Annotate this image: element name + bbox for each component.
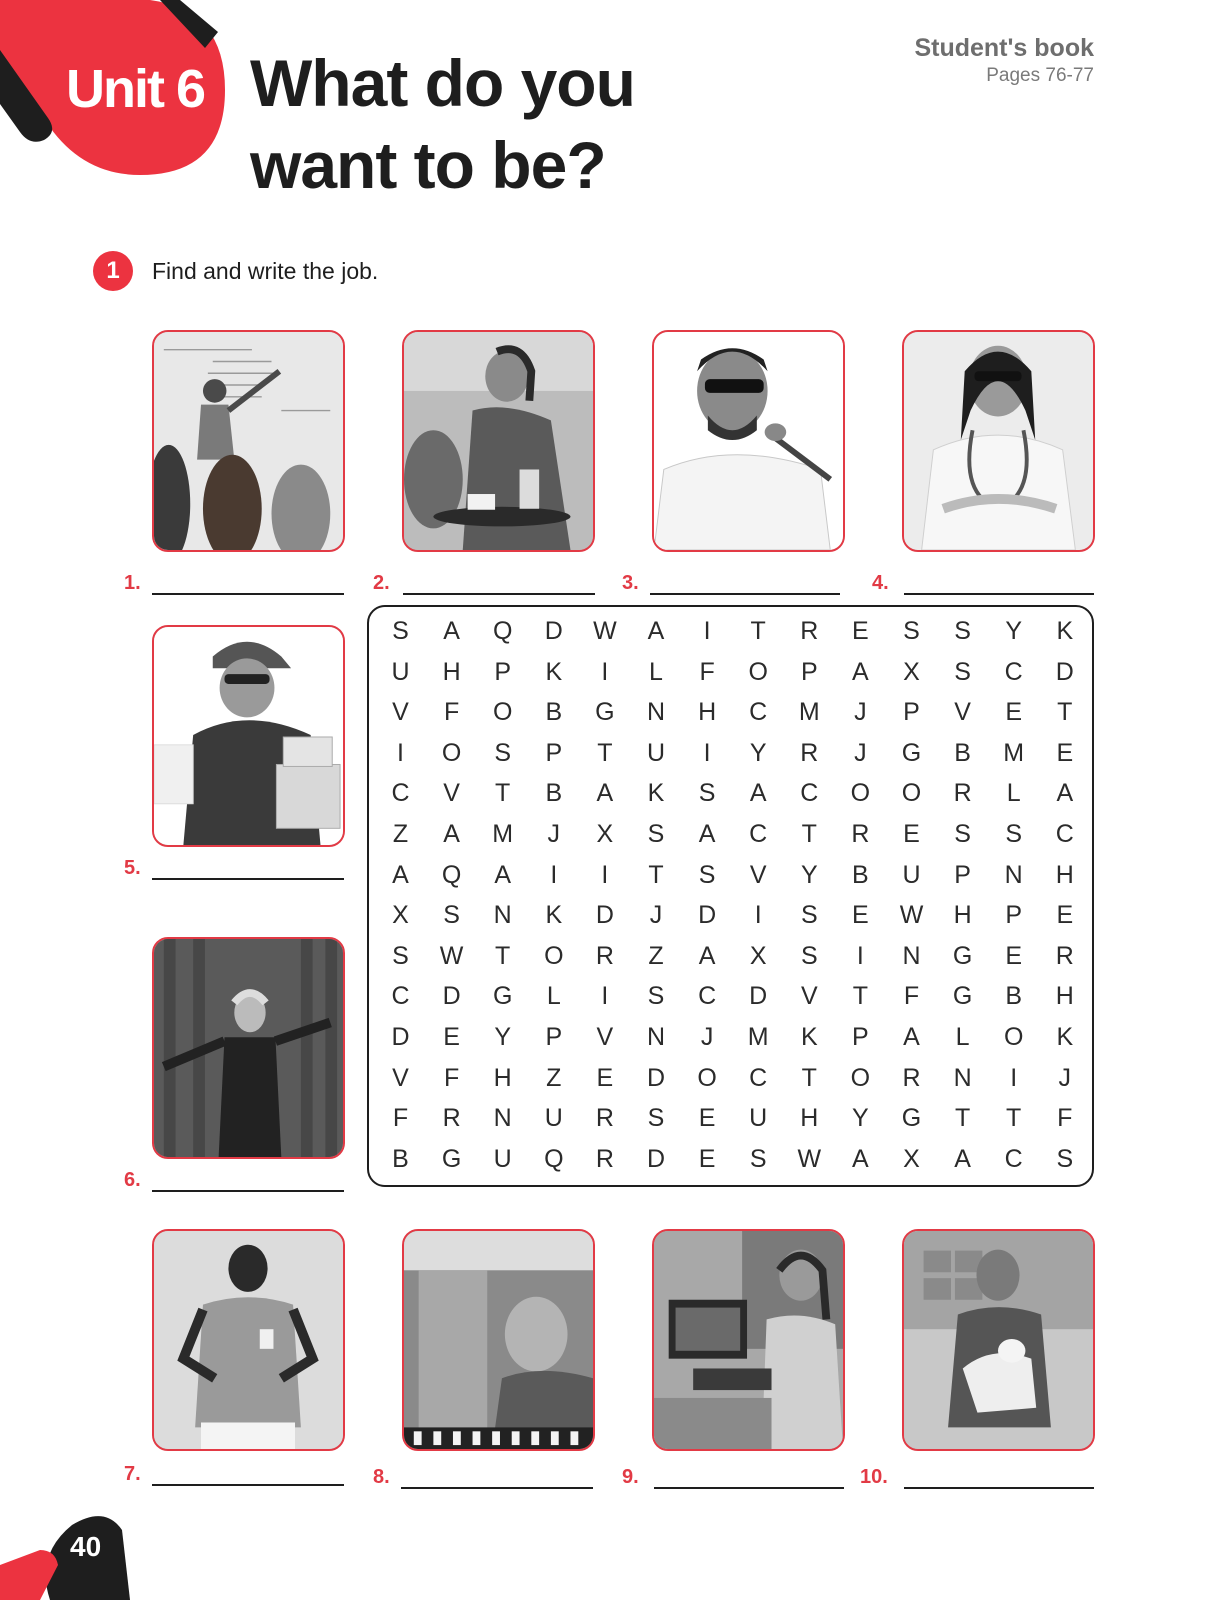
photo-vet — [902, 1229, 1095, 1451]
grid-letter[interactable]: T — [801, 1063, 817, 1092]
answer-blank[interactable] — [650, 593, 840, 595]
grid-letter[interactable]: V — [749, 860, 767, 889]
grid-letter[interactable]: B — [392, 1144, 409, 1173]
grid-letter[interactable]: J — [547, 820, 561, 848]
grid-letter[interactable]: E — [698, 1144, 716, 1173]
grid-letter[interactable]: T — [1057, 698, 1073, 727]
grid-letter[interactable]: S — [1056, 1144, 1074, 1173]
book-name: Student's book — [914, 34, 1094, 62]
grid-letter[interactable]: Z — [648, 941, 664, 970]
grid-letter[interactable]: N — [646, 698, 666, 727]
grid-letter[interactable]: O — [850, 1063, 871, 1092]
grid-letter[interactable]: M — [798, 698, 820, 727]
grid-row — [369, 773, 1092, 813]
page-number: 40 — [70, 1531, 102, 1562]
grid-row — [369, 1017, 1092, 1057]
grid-letter[interactable]: E — [903, 820, 920, 848]
grid-letter[interactable]: T — [954, 1104, 971, 1133]
answer-number: 9. — [622, 1466, 639, 1488]
grid-letter[interactable]: W — [593, 617, 617, 645]
grid-letter[interactable]: I — [601, 657, 609, 686]
grid-letter[interactable]: B — [1005, 982, 1023, 1011]
grid-letter[interactable]: R — [851, 820, 870, 848]
grid-letter[interactable]: R — [595, 1104, 614, 1133]
grid-letter[interactable]: C — [391, 982, 410, 1011]
answer-number: 6. — [124, 1169, 141, 1191]
grid-letter[interactable]: I — [601, 982, 609, 1011]
grid-letter[interactable]: C — [749, 1063, 768, 1092]
grid-letter[interactable]: D — [646, 1063, 666, 1092]
grid-letter[interactable]: N — [953, 1063, 972, 1092]
grid-letter[interactable]: P — [1005, 901, 1023, 930]
grid-letter[interactable]: F — [443, 1063, 460, 1092]
grid-letter[interactable]: Q — [492, 617, 513, 645]
grid-letter[interactable]: J — [854, 738, 867, 767]
grid-letter[interactable]: S — [443, 901, 460, 930]
grid-letter[interactable]: I — [601, 860, 609, 889]
grid-letter[interactable]: S — [392, 941, 409, 970]
answer-blank[interactable] — [152, 593, 344, 595]
grid-letter[interactable]: S — [494, 738, 512, 767]
grid-letter[interactable]: D — [1055, 657, 1074, 686]
grid-letter[interactable]: B — [545, 698, 563, 727]
grid-letter[interactable]: Y — [749, 738, 767, 767]
photo-waitress — [402, 330, 595, 552]
grid-letter[interactable]: C — [698, 982, 717, 1011]
book-reference — [914, 34, 1094, 87]
grid-letter[interactable]: O — [748, 657, 768, 686]
grid-letter[interactable]: S — [954, 820, 971, 848]
grid-letter[interactable]: U — [544, 1104, 563, 1133]
answer-blank[interactable] — [904, 1487, 1094, 1489]
grid-letter[interactable]: E — [698, 1104, 716, 1133]
grid-letter[interactable]: T — [495, 779, 511, 808]
grid-letter[interactable]: P — [800, 657, 818, 686]
answer-blank[interactable] — [152, 1190, 344, 1192]
grid-letter[interactable]: I — [397, 738, 404, 767]
grid-letter[interactable]: J — [854, 698, 867, 727]
grid-letter[interactable]: F — [903, 982, 920, 1011]
grid-row — [369, 652, 1092, 692]
answer-line-6 — [124, 1164, 344, 1194]
grid-letter[interactable]: R — [1055, 941, 1074, 970]
grid-letter[interactable]: Z — [546, 1063, 562, 1092]
grid-letter[interactable]: E — [596, 1063, 614, 1092]
grid-letter[interactable]: V — [954, 698, 971, 727]
grid-letter[interactable]: V — [443, 779, 460, 808]
grid-letter[interactable]: A — [443, 820, 460, 848]
photo-doctor — [902, 330, 1095, 552]
grid-row — [369, 733, 1092, 773]
grid-letter[interactable]: U — [902, 860, 921, 889]
grid-letter[interactable]: Z — [392, 820, 409, 848]
grid-letter[interactable]: X — [903, 1144, 920, 1173]
grid-letter[interactable]: I — [856, 941, 864, 970]
answer-line-2 — [373, 567, 595, 597]
answer-number: 4. — [872, 572, 889, 594]
grid-letter[interactable]: D — [698, 901, 717, 930]
grid-letter[interactable]: E — [1005, 941, 1023, 970]
grid-letter[interactable]: J — [1058, 1063, 1072, 1092]
grid-letter[interactable]: A — [852, 657, 869, 686]
photo-nurse — [152, 1229, 345, 1451]
grid-letter[interactable]: N — [646, 1023, 666, 1051]
grid-letter[interactable]: S — [698, 779, 716, 808]
grid-row — [369, 814, 1092, 854]
answer-number: 8. — [373, 1466, 390, 1488]
grid-letter[interactable]: K — [647, 779, 665, 808]
grid-letter[interactable]: O — [901, 779, 922, 808]
grid-letter[interactable]: R — [953, 779, 972, 808]
answer-number: 5. — [124, 857, 141, 879]
answer-blank[interactable] — [401, 1487, 593, 1489]
grid-letter[interactable]: X — [596, 820, 614, 848]
grid-letter[interactable]: H — [1055, 860, 1074, 889]
grid-letter[interactable]: L — [546, 982, 561, 1011]
answer-line-1 — [124, 567, 344, 597]
grid-letter[interactable]: S — [800, 901, 818, 930]
grid-letter[interactable]: Y — [1005, 617, 1023, 645]
grid-letter[interactable]: V — [800, 982, 818, 1011]
grid-row — [369, 1058, 1092, 1098]
grid-letter[interactable]: G — [901, 738, 922, 767]
photo-delivery-man — [152, 625, 345, 847]
grid-letter[interactable]: B — [954, 738, 971, 767]
grid-letter[interactable]: G — [952, 941, 973, 970]
grid-letter[interactable]: E — [443, 1023, 460, 1051]
answer-line-10 — [860, 1461, 1094, 1491]
photo-cashier — [652, 1229, 845, 1451]
grid-letter[interactable]: H — [800, 1104, 819, 1133]
grid-letter[interactable]: A — [494, 860, 512, 889]
grid-letter[interactable]: K — [800, 1023, 818, 1051]
exercise-number-badge: 1 — [93, 251, 133, 291]
answer-blank[interactable] — [403, 593, 595, 595]
grid-letter[interactable]: T — [597, 738, 613, 767]
grid-letter[interactable]: U — [646, 738, 666, 767]
answer-line-3 — [622, 567, 840, 597]
grid-letter[interactable]: S — [749, 1144, 767, 1173]
grid-letter[interactable]: L — [955, 1023, 970, 1051]
grid-letter[interactable]: U — [493, 1144, 512, 1173]
grid-letter[interactable]: O — [850, 779, 871, 808]
grid-letter[interactable]: P — [903, 698, 920, 727]
answer-blank[interactable] — [152, 878, 344, 880]
grid-letter[interactable]: S — [392, 617, 409, 645]
grid-letter[interactable]: O — [544, 941, 564, 970]
grid-row — [369, 692, 1092, 732]
grid-letter[interactable]: A — [749, 779, 767, 808]
grid-letter[interactable]: A — [852, 1144, 869, 1173]
grid-letter[interactable]: D — [749, 982, 768, 1011]
grid-letter[interactable]: U — [749, 1104, 768, 1133]
grid-letter[interactable]: W — [899, 901, 924, 930]
grid-letter[interactable]: X — [392, 901, 409, 930]
grid-letter[interactable]: E — [852, 901, 869, 930]
answer-number: 3. — [622, 572, 639, 594]
grid-letter[interactable]: A — [596, 779, 614, 808]
grid-letter[interactable]: L — [649, 657, 663, 686]
grid-letter[interactable]: N — [902, 941, 921, 970]
grid-letter[interactable]: X — [749, 941, 767, 970]
grid-letter[interactable]: A — [392, 860, 409, 889]
grid-letter[interactable]: T — [750, 617, 766, 645]
grid-letter[interactable]: F — [1057, 1104, 1073, 1133]
grid-row — [369, 936, 1092, 976]
grid-letter[interactable]: V — [596, 1023, 614, 1051]
answer-line-9 — [622, 1461, 844, 1491]
grid-letter[interactable]: P — [494, 657, 512, 686]
page-number-graphic — [0, 1495, 130, 1600]
grid-letter[interactable]: S — [903, 617, 920, 645]
grid-letter[interactable]: S — [647, 982, 665, 1011]
photo-teacher — [152, 330, 345, 552]
grid-letter[interactable]: B — [545, 779, 563, 808]
grid-letter[interactable]: V — [392, 1063, 409, 1092]
grid-letter[interactable]: S — [1005, 820, 1023, 848]
grid-letter[interactable]: P — [954, 860, 971, 889]
grid-letter[interactable]: B — [852, 860, 869, 889]
grid-letter[interactable]: H — [1055, 982, 1074, 1011]
grid-letter[interactable]: M — [747, 1023, 769, 1051]
grid-row — [369, 1139, 1092, 1179]
grid-letter[interactable]: D — [595, 901, 614, 930]
grid-letter[interactable]: A — [443, 617, 460, 645]
grid-letter[interactable]: C — [749, 698, 768, 727]
grid-letter[interactable]: R — [595, 1144, 614, 1173]
grid-letter[interactable]: M — [492, 820, 514, 848]
grid-letter[interactable]: X — [903, 657, 920, 686]
grid-letter[interactable]: H — [493, 1063, 512, 1092]
grid-letter[interactable]: D — [391, 1023, 410, 1051]
grid-letter[interactable]: S — [647, 1104, 665, 1133]
grid-letter[interactable]: C — [391, 779, 410, 808]
grid-letter[interactable]: T — [801, 820, 817, 848]
grid-letter[interactable]: I — [703, 738, 711, 767]
grid-letter[interactable]: A — [698, 820, 716, 848]
grid-letter[interactable]: S — [647, 820, 665, 848]
grid-letter[interactable]: R — [902, 1063, 921, 1092]
page-title — [250, 42, 635, 206]
title-line-1: What do you — [250, 46, 635, 120]
grid-letter[interactable]: S — [954, 617, 971, 645]
answer-line-7 — [124, 1458, 344, 1488]
grid-letter[interactable]: U — [391, 657, 410, 686]
answer-number: 1. — [124, 572, 141, 594]
grid-letter[interactable]: O — [441, 738, 462, 767]
grid-letter[interactable]: K — [545, 901, 563, 930]
grid-letter[interactable]: K — [545, 657, 563, 686]
grid-letter[interactable]: S — [698, 860, 716, 889]
grid-letter[interactable]: Q — [441, 860, 462, 889]
grid-letter[interactable]: C — [1004, 657, 1023, 686]
grid-letter[interactable]: O — [492, 698, 513, 727]
grid-letter[interactable]: G — [901, 1104, 922, 1133]
grid-letter[interactable]: G — [441, 1144, 462, 1173]
grid-letter[interactable]: V — [392, 698, 409, 727]
grid-letter[interactable]: P — [545, 1023, 563, 1051]
grid-letter[interactable]: L — [1006, 779, 1021, 808]
answer-line-8 — [373, 1461, 593, 1491]
grid-letter[interactable]: P — [852, 1023, 869, 1051]
grid-letter[interactable]: T — [648, 860, 664, 889]
grid-letter[interactable]: N — [493, 901, 512, 930]
grid-letter[interactable]: A — [647, 617, 665, 645]
grid-letter[interactable]: R — [800, 617, 819, 645]
answer-blank[interactable] — [654, 1487, 844, 1489]
grid-letter[interactable]: D — [544, 617, 563, 645]
grid-letter[interactable]: S — [800, 941, 818, 970]
grid-letter[interactable]: E — [1056, 901, 1074, 930]
grid-letter[interactable]: Y — [852, 1104, 869, 1133]
grid-letter[interactable]: E — [1056, 738, 1074, 767]
grid-letter[interactable]: H — [442, 657, 461, 686]
grid-letter[interactable]: C — [1055, 820, 1074, 848]
grid-letter[interactable]: A — [903, 1023, 920, 1051]
grid-letter[interactable]: C — [1004, 1144, 1023, 1173]
grid-letter[interactable]: K — [1056, 1023, 1074, 1051]
grid-letter[interactable]: N — [493, 1104, 512, 1133]
grid-letter[interactable]: G — [492, 982, 513, 1011]
grid-letter[interactable]: A — [1056, 779, 1074, 808]
grid-letter[interactable]: H — [698, 698, 717, 727]
answer-blank[interactable] — [152, 1484, 344, 1486]
grid-letter[interactable]: I — [754, 901, 762, 930]
grid-letter[interactable]: T — [495, 941, 511, 970]
grid-letter[interactable]: S — [954, 657, 971, 686]
title-line-2: want to be? — [250, 128, 606, 202]
unit-label: Unit 6 — [66, 59, 205, 119]
grid-row — [369, 611, 1092, 651]
grid-row — [369, 976, 1092, 1016]
grid-letter[interactable]: J — [649, 901, 663, 930]
grid-letter[interactable]: A — [698, 941, 716, 970]
grid-letter[interactable]: F — [392, 1104, 409, 1133]
word-search-grid — [367, 605, 1094, 1187]
photo-actress — [152, 937, 345, 1159]
grid-letter[interactable]: G — [952, 982, 973, 1011]
grid-letter[interactable]: R — [800, 738, 819, 767]
grid-letter[interactable]: O — [1003, 1023, 1024, 1051]
grid-row — [369, 895, 1092, 935]
grid-letter[interactable]: M — [1003, 738, 1025, 767]
grid-letter[interactable]: T — [852, 982, 869, 1011]
grid-letter[interactable]: E — [1005, 698, 1023, 727]
answer-blank[interactable] — [904, 593, 1094, 595]
grid-letter[interactable]: H — [953, 901, 972, 930]
book-pages: Pages 76-77 — [986, 65, 1094, 86]
photo-singer — [652, 330, 845, 552]
grid-row — [369, 855, 1092, 895]
answer-line-4 — [872, 567, 1094, 597]
grid-letter[interactable]: C — [749, 820, 768, 848]
grid-letter[interactable]: N — [1004, 860, 1023, 889]
grid-letter[interactable]: G — [595, 698, 615, 727]
grid-letter[interactable]: F — [443, 698, 460, 727]
answer-number: 7. — [124, 1463, 141, 1485]
grid-letter[interactable]: Y — [800, 860, 818, 889]
answer-number: 2. — [373, 572, 390, 594]
grid-letter[interactable]: I — [1010, 1063, 1018, 1092]
grid-letter[interactable]: R — [595, 941, 614, 970]
grid-letter[interactable]: R — [442, 1104, 461, 1133]
grid-letter[interactable]: K — [1056, 617, 1074, 645]
grid-letter[interactable]: D — [442, 982, 461, 1011]
grid-letter[interactable]: Y — [494, 1023, 512, 1051]
grid-letter[interactable]: J — [700, 1023, 714, 1051]
grid-letter[interactable]: W — [797, 1144, 822, 1173]
grid-letter[interactable]: I — [703, 617, 711, 645]
photo-driver — [402, 1229, 595, 1451]
grid-letter[interactable]: T — [1006, 1104, 1022, 1133]
grid-letter[interactable]: F — [699, 657, 715, 686]
grid-letter[interactable]: C — [800, 779, 819, 808]
answer-line-5 — [124, 852, 344, 882]
grid-letter[interactable]: E — [852, 617, 869, 645]
grid-letter[interactable]: I — [550, 860, 558, 889]
grid-letter[interactable]: A — [954, 1144, 971, 1173]
exercise-instruction: Find and write the job. — [152, 258, 379, 284]
answer-number: 10. — [860, 1466, 888, 1488]
grid-letter[interactable]: O — [697, 1063, 717, 1092]
grid-letter[interactable]: P — [545, 738, 563, 767]
grid-row — [369, 1098, 1092, 1138]
grid-letter[interactable]: D — [646, 1144, 666, 1173]
grid-letter[interactable]: Q — [544, 1144, 564, 1173]
grid-letter[interactable]: W — [439, 941, 464, 970]
